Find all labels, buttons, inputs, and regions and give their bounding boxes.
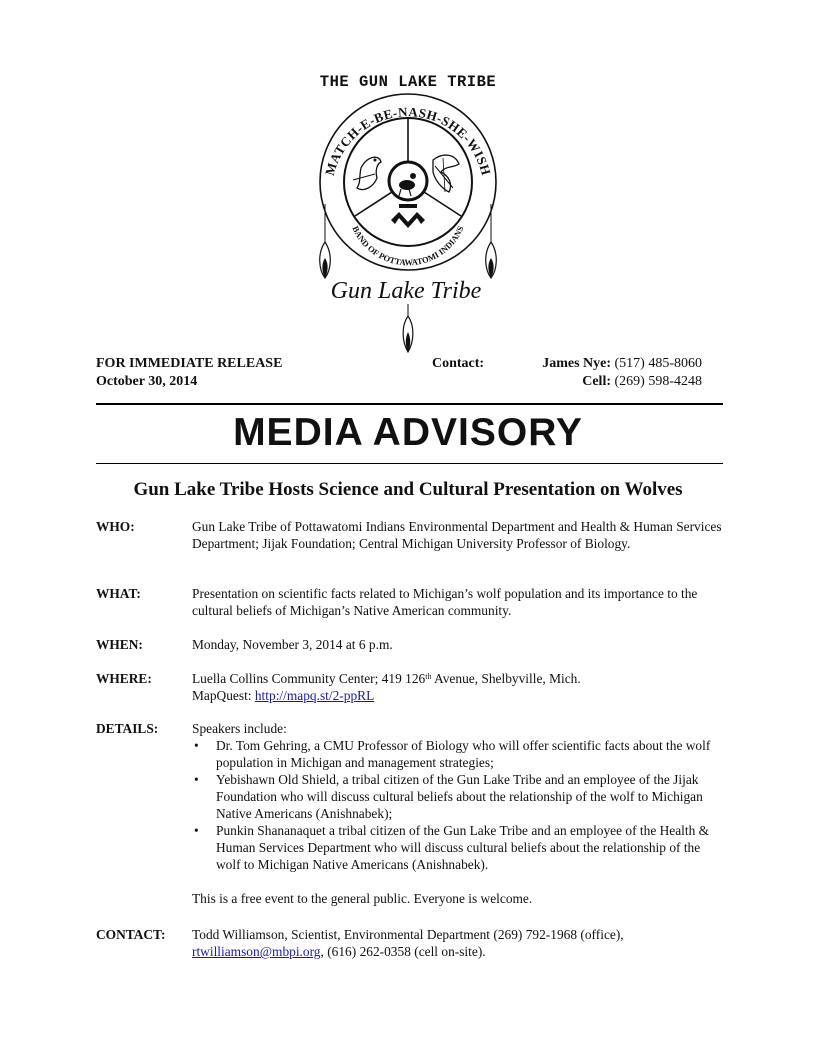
contact-name-phone: (517) 485-8060 [614, 356, 702, 371]
release-info [96, 355, 282, 391]
where-section [96, 670, 726, 704]
contact-name-label: James Nye: [542, 356, 611, 371]
who-section [96, 518, 726, 552]
contact-cell-line [582, 373, 702, 391]
logo-arc-bottom-text: BAND OF POTTAWATOMI INDIANS [350, 224, 466, 268]
when-text: Monday, November 3, 2014 at 6 p.m. [192, 637, 393, 652]
speaker-text: Dr. Tom Gehring, a CMU Professor of Biology who will offer scientific facts about the wolf population in Michigan and management strategies; [216, 738, 711, 770]
list-item [192, 771, 722, 822]
gun-lake-tribe-logo [303, 92, 513, 354]
divider-top [96, 403, 723, 405]
media-advisory-title: MEDIA ADVISORY [233, 411, 583, 454]
bullet-icon: • [194, 823, 199, 838]
divider-bottom [96, 463, 723, 464]
headline: Gun Lake Tribe Hosts Science and Cultural Presentation on Wolves [133, 479, 683, 500]
details-content [192, 720, 722, 907]
mapquest-label: MapQuest: [192, 688, 255, 703]
contact-cell-phone: (269) 598-4248 [614, 374, 702, 389]
tribe-title: THE GUN LAKE TRIBE [319, 73, 497, 91]
contact-cell-label: Cell: [582, 374, 611, 389]
contact-section-label: CONTACT: [96, 927, 166, 942]
when-section [96, 636, 726, 653]
mapquest-line [192, 687, 722, 704]
contact-line2 [192, 943, 722, 960]
where-address [192, 670, 722, 687]
contact-section-content [192, 926, 722, 960]
speakers-list [192, 737, 722, 873]
media-contact-block [432, 355, 702, 395]
contact-line1: Todd Williamson, Scientist, Environmental Department (269) 792-1968 (office), [192, 927, 624, 942]
what-text: Presentation on scientific facts related to Michigan’s wolf population and its importance to the cultural beliefs of Michigan’s Native American community. [192, 586, 698, 618]
contact-phone-line [542, 355, 702, 373]
address-main: Luella Collins Community Center; 419 126 [192, 671, 426, 686]
bullet-icon: • [194, 738, 199, 753]
details-section [96, 720, 726, 907]
contact-label: Contact: [432, 356, 485, 371]
mapquest-link[interactable]: http://mapq.st/2-ppRL [254, 688, 375, 703]
where-label: WHERE: [96, 671, 152, 686]
address-rest: Avenue, Shelbyville, Mich. [431, 671, 581, 686]
contact-section [96, 926, 726, 960]
speaker-text: Yebishawn Old Shield, a tribal citizen of the Gun Lake Tribe and an employee of the Jijak Foundation who will discuss cultural beliefs about the relationship of the wolf to Michigan Native Americans (Anishnabek); [216, 772, 703, 821]
release-line: FOR IMMEDIATE RELEASE [96, 356, 283, 371]
contact-email-link[interactable]: rtwilliamson@mbpi.org [192, 944, 321, 959]
speaker-text: Punkin Shananaquet a tribal citizen of the Gun Lake Tribe and an employee of the Health & Human Services Department who will discuss cultural beliefs about the relationship of the wolf to Michigan Native Americans (Anishnabek). [216, 823, 710, 872]
contact-cell: , (616) 262-0358 (cell on-site). [320, 944, 486, 959]
bullet-icon: • [194, 772, 199, 787]
release-date: October 30, 2014 [96, 374, 198, 389]
where-content [192, 670, 722, 704]
who-label: WHO: [96, 519, 135, 534]
address-ordinal: th [425, 672, 432, 681]
logo-script-name: Gun Lake Tribe [330, 278, 482, 304]
what-label: WHAT: [96, 586, 141, 601]
list-item [192, 822, 722, 873]
who-text: Gun Lake Tribe of Pottawatomi Indians Environmental Department and Health & Human Services Department; Jijak Foundation; Central Michigan University Professor of Biology. [192, 519, 722, 551]
free-event-note: This is a free event to the general public. Everyone is welcome. [192, 891, 533, 906]
list-item [192, 737, 722, 771]
speakers-intro: Speakers include: [192, 721, 287, 736]
details-label: DETAILS: [96, 721, 159, 736]
what-section [96, 585, 726, 619]
when-label: WHEN: [96, 637, 143, 652]
logo-arc-top-text: MATCH-E-BE-NASH-SHE-WISH [321, 104, 495, 178]
